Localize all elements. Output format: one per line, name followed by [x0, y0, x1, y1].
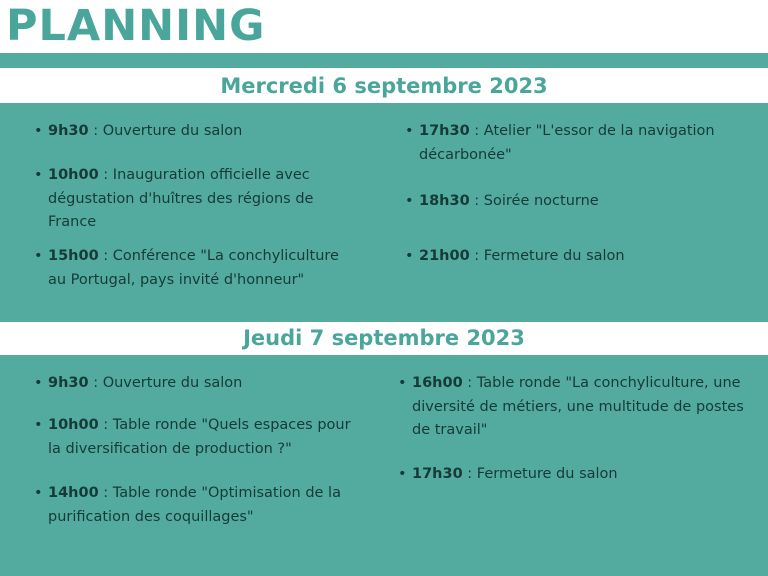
- schedule-panel-thursday: [0, 355, 768, 576]
- schedule-time: 18h30: [419, 193, 470, 209]
- schedule-time: 10h00: [48, 167, 99, 183]
- schedule-time: 9h30: [48, 123, 89, 139]
- schedule-time: 21h00: [419, 248, 470, 264]
- page-title: PLANNING: [6, 1, 266, 51]
- schedule-time: 15h00: [48, 248, 99, 264]
- schedule-description: : Inauguration officielle avec dégustation d'huîtres des régions de France: [48, 167, 314, 230]
- schedule-item: [34, 372, 364, 396]
- schedule-time: 17h30: [419, 123, 470, 139]
- schedule-description: : Table ronde "Optimisation de la purification des coquillages": [48, 485, 341, 525]
- schedule-item: [34, 482, 364, 529]
- day-heading-wednesday: Mercredi 6 septembre 2023: [220, 74, 548, 98]
- schedule-description: : Ouverture du salon: [88, 375, 243, 391]
- schedule-time: 9h30: [48, 375, 89, 391]
- schedule-time: 16h00: [412, 375, 463, 391]
- schedule-item: [398, 463, 748, 487]
- schedule-description: : Atelier "L'essor de la navigation décarbonée": [419, 123, 715, 163]
- schedule-item: [34, 120, 354, 144]
- top-divider-band: [0, 53, 768, 68]
- schedule-item: [398, 372, 748, 443]
- schedule-description: : Fermeture du salon: [462, 466, 618, 482]
- schedule-item: [405, 190, 750, 214]
- schedule-description: : Table ronde "La conchyliculture, une diversité de métiers, une multitude de postes de travail": [412, 375, 744, 438]
- schedule-description: : Ouverture du salon: [88, 123, 243, 139]
- schedule-time: 10h00: [48, 417, 99, 433]
- schedule-description: : Table ronde "Quels espaces pour la diversification de production ?": [48, 417, 351, 457]
- schedule-item: [405, 120, 750, 167]
- schedule-time: 14h00: [48, 485, 99, 501]
- schedule-panel-wednesday: [0, 103, 768, 322]
- schedule-description: : Conférence "La conchyliculture au Portugal, pays invité d'honneur": [48, 248, 339, 288]
- day-heading-thursday: Jeudi 7 septembre 2023: [243, 326, 525, 350]
- schedule-item: [34, 245, 354, 292]
- schedule-description: : Soirée nocturne: [469, 193, 599, 209]
- schedule-item: [34, 164, 354, 235]
- schedule-item: [34, 414, 364, 461]
- schedule-time: 17h30: [412, 466, 463, 482]
- schedule-item: [405, 245, 750, 269]
- schedule-description: : Fermeture du salon: [469, 248, 625, 264]
